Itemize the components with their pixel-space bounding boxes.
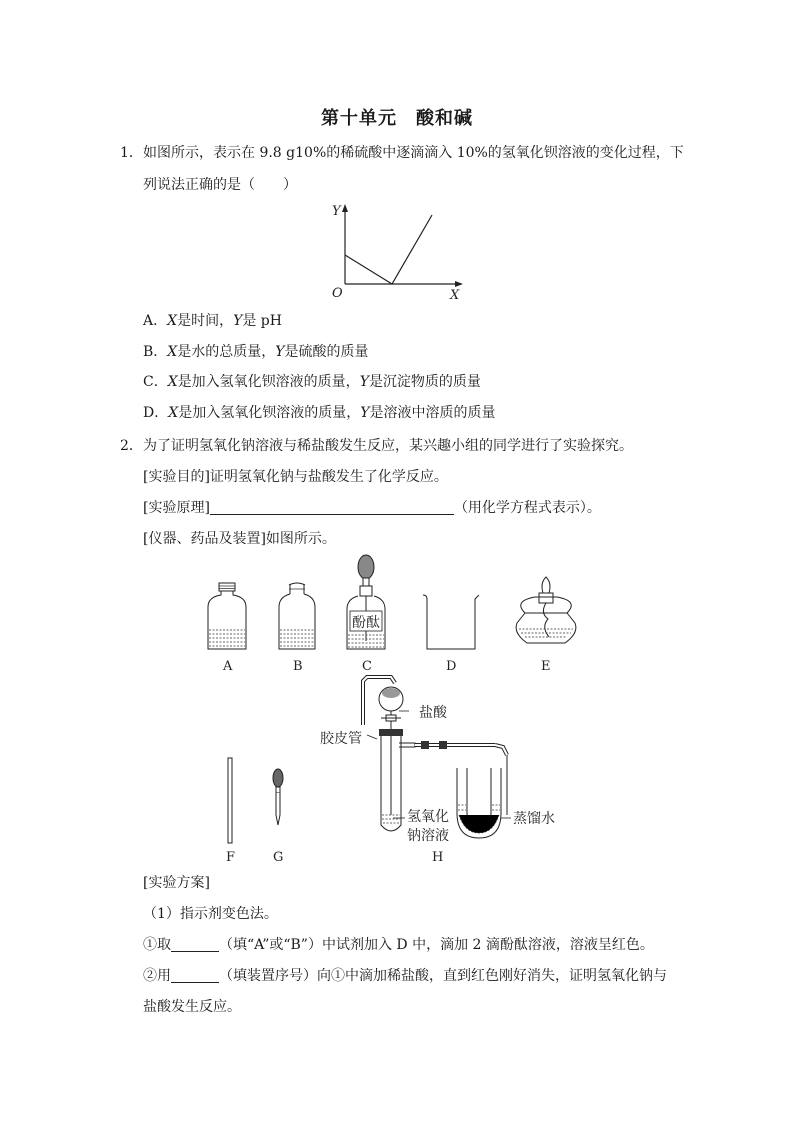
dropper-g bbox=[273, 769, 283, 825]
q1-graph-x-label: X bbox=[450, 288, 460, 303]
q1-graph-origin: O bbox=[332, 286, 343, 301]
q2-step2-cont: 盐酸发生反应。 bbox=[143, 999, 241, 1015]
apparatus-figure bbox=[195, 553, 595, 865]
q1-number: 1． bbox=[120, 145, 143, 161]
q2-plan: [实验方案] bbox=[143, 875, 210, 891]
water-label: 蒸馏水 bbox=[513, 811, 555, 827]
q2-purpose: [实验目的]证明氢氧化钠与盐酸发生了化学反应。 bbox=[143, 469, 448, 485]
hcl-label: 盐酸 bbox=[419, 705, 447, 721]
label-h: H bbox=[432, 850, 444, 865]
q1-stem-line1: 如图所示，表示在 9.8 g10%的稀硫酸中逐滴滴入 10%的氢氧化钡溶液的变化过程，下 bbox=[143, 145, 684, 161]
glass-rod-f bbox=[228, 758, 232, 843]
q1-stem-line2: 列说法正确的是（ ） bbox=[143, 177, 297, 193]
principle-answer-blank[interactable] bbox=[210, 499, 454, 515]
step1-answer-blank[interactable] bbox=[171, 936, 219, 952]
label-f: F bbox=[226, 850, 236, 865]
q1-graph-y-label: Y bbox=[332, 204, 341, 219]
q2-number: 2． bbox=[120, 438, 143, 454]
q2-apparatus: [仪器、药品及装置]如图所示。 bbox=[143, 531, 336, 547]
q1-option-d[interactable]: D．X是加入氢氧化钡溶液的质量，Y是溶液中溶质的质量 bbox=[143, 405, 496, 421]
q1-option-b[interactable]: B．X是水的总质量，Y是硫酸的质量 bbox=[143, 344, 369, 360]
rubber-tube-label: 胶皮管 bbox=[320, 731, 362, 747]
q1-graph-curve bbox=[345, 215, 432, 284]
naoh-label-1: 氢氧化 bbox=[407, 809, 449, 825]
bottle-b bbox=[279, 583, 315, 649]
label-a: A bbox=[223, 659, 233, 674]
label-b: B bbox=[293, 659, 303, 674]
alcohol-lamp-e bbox=[516, 577, 576, 643]
step2-answer-blank[interactable] bbox=[171, 967, 219, 983]
bottle-a bbox=[208, 583, 246, 649]
label-e: E bbox=[541, 659, 551, 674]
q1-option-c[interactable]: C．X是加入氢氧化钡溶液的质量，Y是沉淀物质的质量 bbox=[143, 374, 481, 390]
q1-graph bbox=[325, 198, 475, 303]
label-d: D bbox=[446, 659, 457, 674]
c-bottle-label: 酚酞 bbox=[352, 615, 380, 631]
q2-principle: [实验原理] （用化学方程式表示）。 bbox=[143, 500, 601, 516]
label-c: C bbox=[362, 659, 372, 674]
q2-method1: （1）指示剂变色法。 bbox=[143, 906, 278, 922]
dropper-bottle-c bbox=[347, 555, 385, 649]
page-title: 第十单元 酸和碱 bbox=[321, 108, 473, 129]
beaker-d bbox=[423, 595, 479, 649]
q2-stem: 为了证明氢氧化钠溶液与稀盐酸发生反应，某兴趣小组的同学进行了实验探究。 bbox=[143, 438, 633, 454]
naoh-label-2: 钠溶液 bbox=[407, 828, 449, 844]
label-g: G bbox=[273, 850, 284, 865]
q2-step1: ①取 （填“A”或“B”）中试剂加入 D 中，滴加 2 滴酚酞溶液，溶液呈红色。 bbox=[143, 937, 654, 953]
q1-option-a[interactable]: A．X是时间，Y是 pH bbox=[143, 313, 282, 329]
q2-step2: ②用 （填装置序号）向①中滴加稀盐酸，直到红色刚好消失，证明氢氧化钠与 bbox=[143, 968, 667, 984]
